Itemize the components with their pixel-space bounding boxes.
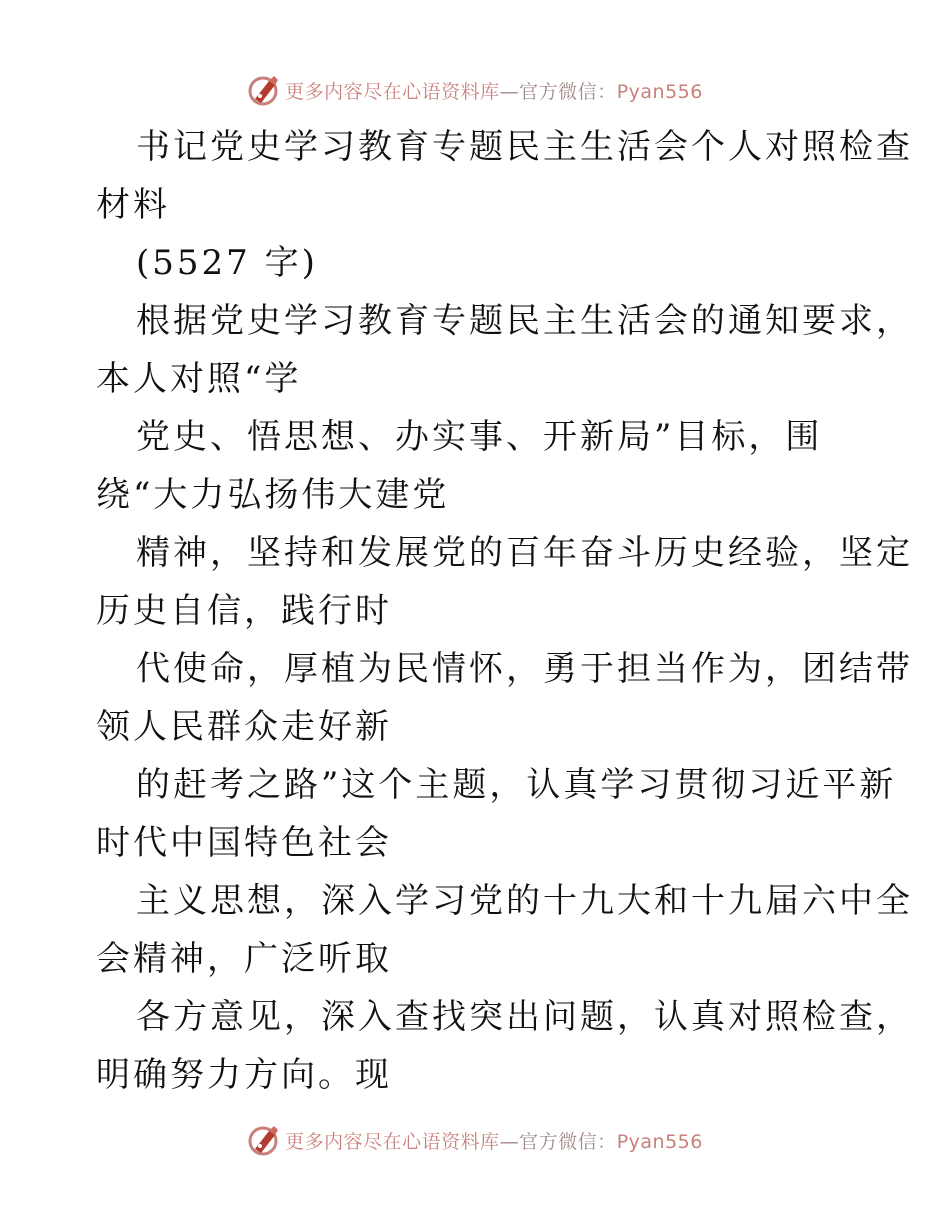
doc-paragraph-line: 代使命，厚植为民情怀，勇于担当作为，团结带 bbox=[136, 649, 913, 689]
doc-paragraph-line: 主义思想，深入学习党的十九大和十九届六中全 bbox=[136, 881, 913, 921]
doc-paragraph-line: 的赶考之路”这个主题，认真学习贯彻习近平新 bbox=[136, 765, 897, 805]
watermark-site-text: 更多内容尽在心语资料库 bbox=[285, 1130, 500, 1153]
watermark-dash: — bbox=[499, 1130, 520, 1153]
watermark-wechat-id: Pyan556 bbox=[616, 80, 703, 103]
doc-paragraph-line: 绕“大力弘扬伟大建党 bbox=[96, 475, 450, 515]
header-watermark bbox=[0, 68, 950, 112]
pen-nib-logo-icon bbox=[247, 73, 281, 107]
doc-paragraph-line: 领人民群众走好新 bbox=[96, 707, 392, 747]
footer-watermark bbox=[0, 1118, 950, 1162]
doc-paragraph-line: 明确努力方向。现 bbox=[96, 1055, 392, 1095]
doc-title-line: 书记党史学习教育专题民主生活会个人对照检查 bbox=[136, 127, 913, 167]
doc-paragraph-line: 本人对照“学 bbox=[96, 359, 302, 399]
doc-paragraph-line: 会精神，广泛听取 bbox=[96, 939, 392, 979]
doc-word-count: (5527 字) bbox=[136, 243, 318, 283]
watermark-text bbox=[285, 77, 703, 104]
doc-paragraph-line: 精神，坚持和发展党的百年奋斗历史经验，坚定 bbox=[136, 533, 913, 573]
watermark-wechat-id: Pyan556 bbox=[616, 1130, 703, 1153]
watermark-text bbox=[285, 1127, 703, 1154]
doc-paragraph-line: 历史自信，践行时 bbox=[96, 591, 392, 631]
pen-nib-logo-icon bbox=[247, 1123, 281, 1157]
doc-paragraph-line: 各方意见，深入查找突出问题，认真对照检查， bbox=[136, 997, 913, 1037]
doc-paragraph-line: 时代中国特色社会 bbox=[96, 823, 392, 863]
doc-paragraph-line: 根据党史学习教育专题民主生活会的通知要求， bbox=[136, 301, 913, 341]
doc-paragraph-line: 党史、悟思想、办实事、开新局”目标，围 bbox=[136, 417, 823, 457]
watermark-site-text: 更多内容尽在心语资料库 bbox=[285, 80, 500, 103]
doc-title-line: 材料 bbox=[96, 185, 170, 225]
watermark-wechat-label: 官方微信： bbox=[519, 1130, 617, 1153]
watermark-dash: — bbox=[499, 80, 520, 103]
watermark-wechat-label: 官方微信： bbox=[519, 80, 617, 103]
document-body bbox=[96, 118, 913, 1104]
